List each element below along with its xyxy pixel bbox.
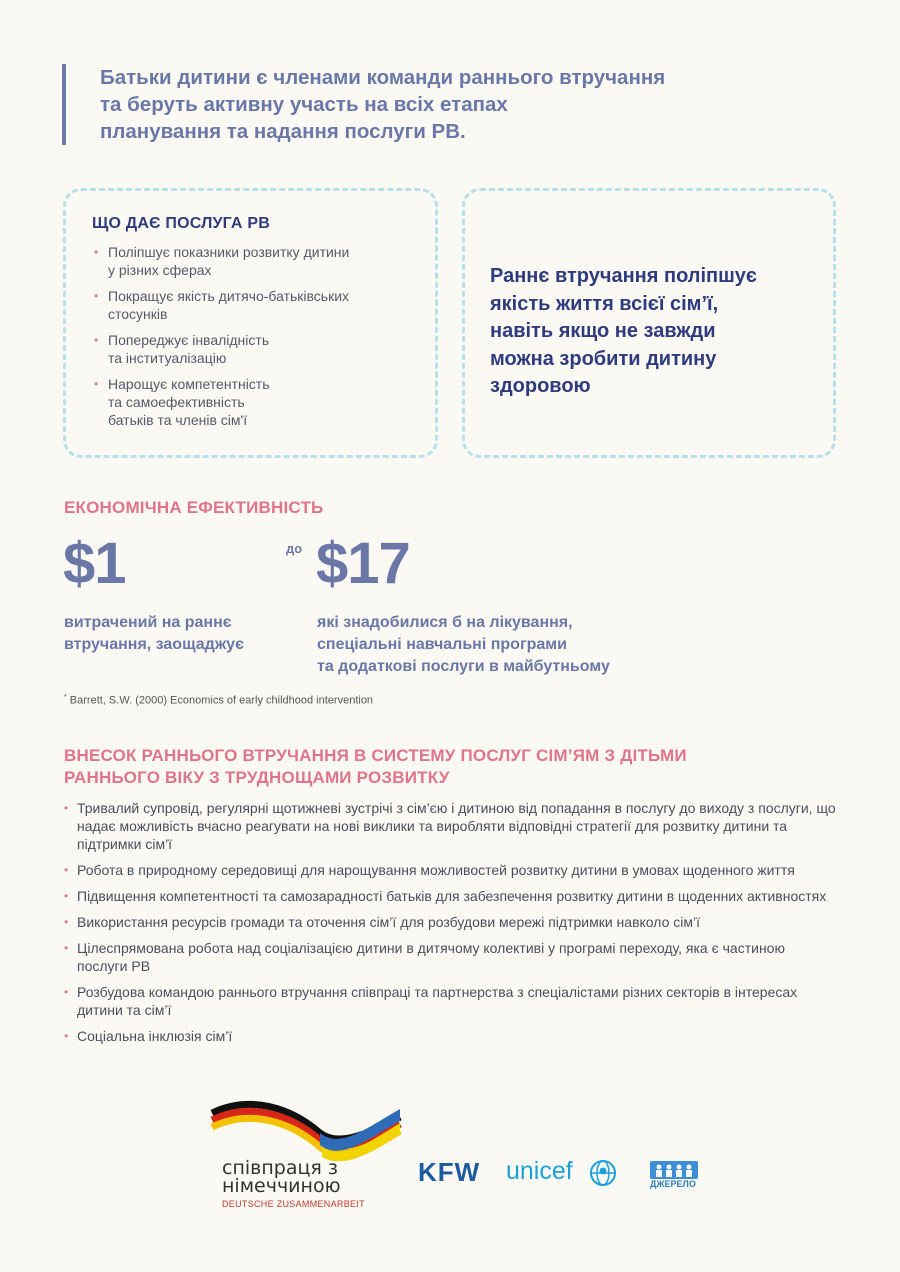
caption-line: витрачений на раннє [64,614,232,631]
benefit-line: у різних сферах [108,262,212,278]
benefit-line: • Попереджує інвалідність [108,332,270,348]
caption-line: які знадобилися б на лікування, [317,614,573,631]
benefits-box [63,188,438,458]
benefit-line: та самоефективність [108,394,245,410]
caption-line: втручання, заощаджує [64,636,244,653]
benefit-line: • Поліпшує показники розвитку дитини [108,244,350,260]
highlight-line: Раннє втручання поліпшує [490,265,757,287]
benefit-item [92,243,409,279]
contribution-item: • Соціальна інклюзія сім’ї [64,1027,839,1045]
benefit-item [92,331,409,367]
contribution-item: • Розбудова командою раннього втручання співпраці та партнерства з спеціалістами різних секторів в інтересах дитини та сім’ї [64,983,839,1019]
highlight-line: якість життя всієї сім’ї, [490,292,719,315]
unicef-logo: unicef [506,1157,573,1185]
highlight-line: навіть якщо не завжди [490,320,716,342]
amount-connector: до [286,541,303,556]
benefit-line: та інституалізацію [108,350,227,366]
benefit-item [92,287,409,323]
intro-quote [62,64,800,145]
highlight-line: здоровою [490,375,591,397]
benefit-line: • Нарощує компетентність [108,376,270,392]
contribution-item: • Використання ресурсів громади та оточення сім’ї для розбудови мережі підтримки навколо сім’ї [64,913,839,931]
benefit-line: • Покращує якість дитячо-батьківських [108,288,350,304]
contribution-title [64,745,687,789]
caption-right [317,612,610,678]
dzherelo-logo-text: ДЖЕРЕЛО [650,1179,696,1189]
footnote-mark: * [64,694,67,701]
contribution-item: • Цілеспрямована робота над соціалізацією дитини в дитячому колективі у програмі переходу, яка є частиною послуги РВ [64,939,839,975]
giz-line1: співпраця з [222,1157,338,1179]
dzherelo-logo-icon [650,1161,698,1179]
economics-title: ЕКОНОМІЧНА ЕФЕКТИВНІСТЬ [64,498,324,517]
benefit-item [92,375,409,429]
contribution-item: • Робота в природному середовищі для нарощування можливостей розвитку дитини в умовах щоденного життя [64,861,839,879]
benefit-line: батьків та членів сім'ї [108,412,248,428]
footnote [64,694,373,707]
footnote-text: Barrett, S.W. (2000) Economics of early childhood intervention [69,694,374,707]
benefits-list [92,243,409,429]
highlight-text [490,263,820,401]
intro-quote-line: та беруть активну участь на всіх етапах [100,93,508,116]
contribution-item: • Підвищення компетентності та самозарадності батьків для забезпечення розвитку дитини в щоденних активностях [64,887,839,905]
amount-left: $1 [63,531,126,596]
giz-line3: DEUTSCHE ZUSAMMENARBEIT [222,1199,365,1209]
contribution-list [64,799,839,1053]
contribution-title-line: ВНЕСОК РАННЬОГО ВТРУЧАННЯ В СИСТЕМУ ПОСЛУГ СІМ’ЯМ З ДІТЬМИ [64,746,687,765]
contribution-title-line: РАННЬОГО ВІКУ З ТРУДНОЩАМИ РОЗВИТКУ [64,768,450,787]
benefit-line: стосунків [108,306,168,322]
intro-quote-line: Батьки дитини є членами команди раннього втручання [100,66,666,89]
unicef-globe-icon [589,1159,617,1187]
caption-line: та додаткові послуги в майбутньому [317,658,610,675]
benefits-title: ЩО ДАЄ ПОСЛУГА РВ [92,215,270,232]
caption-left [64,612,244,656]
giz-line2: німеччиною [222,1175,341,1197]
intro-quote-line: планування та надання послуги РВ. [100,120,466,143]
highlight-box [462,188,836,458]
amount-right: $17 [316,531,410,596]
highlight-line: можна зробити дитину [490,347,717,370]
german-ukrainian-flag-logo [210,1099,402,1161]
contribution-item: • Тривалий супровід, регулярні щотижневі зустрічі з сім’єю і дитиною від попадання в послугу до виходу з послуги, що надає можливість вчасно реагувати на нові виклики та виробляти відповідні стратегії для розвитку дитини та підтримки сім’ї [64,799,839,853]
partner-logos [0,1095,900,1215]
kfw-logo: KFW [418,1157,481,1187]
caption-line: спеціальні навчальні програми [317,636,567,653]
